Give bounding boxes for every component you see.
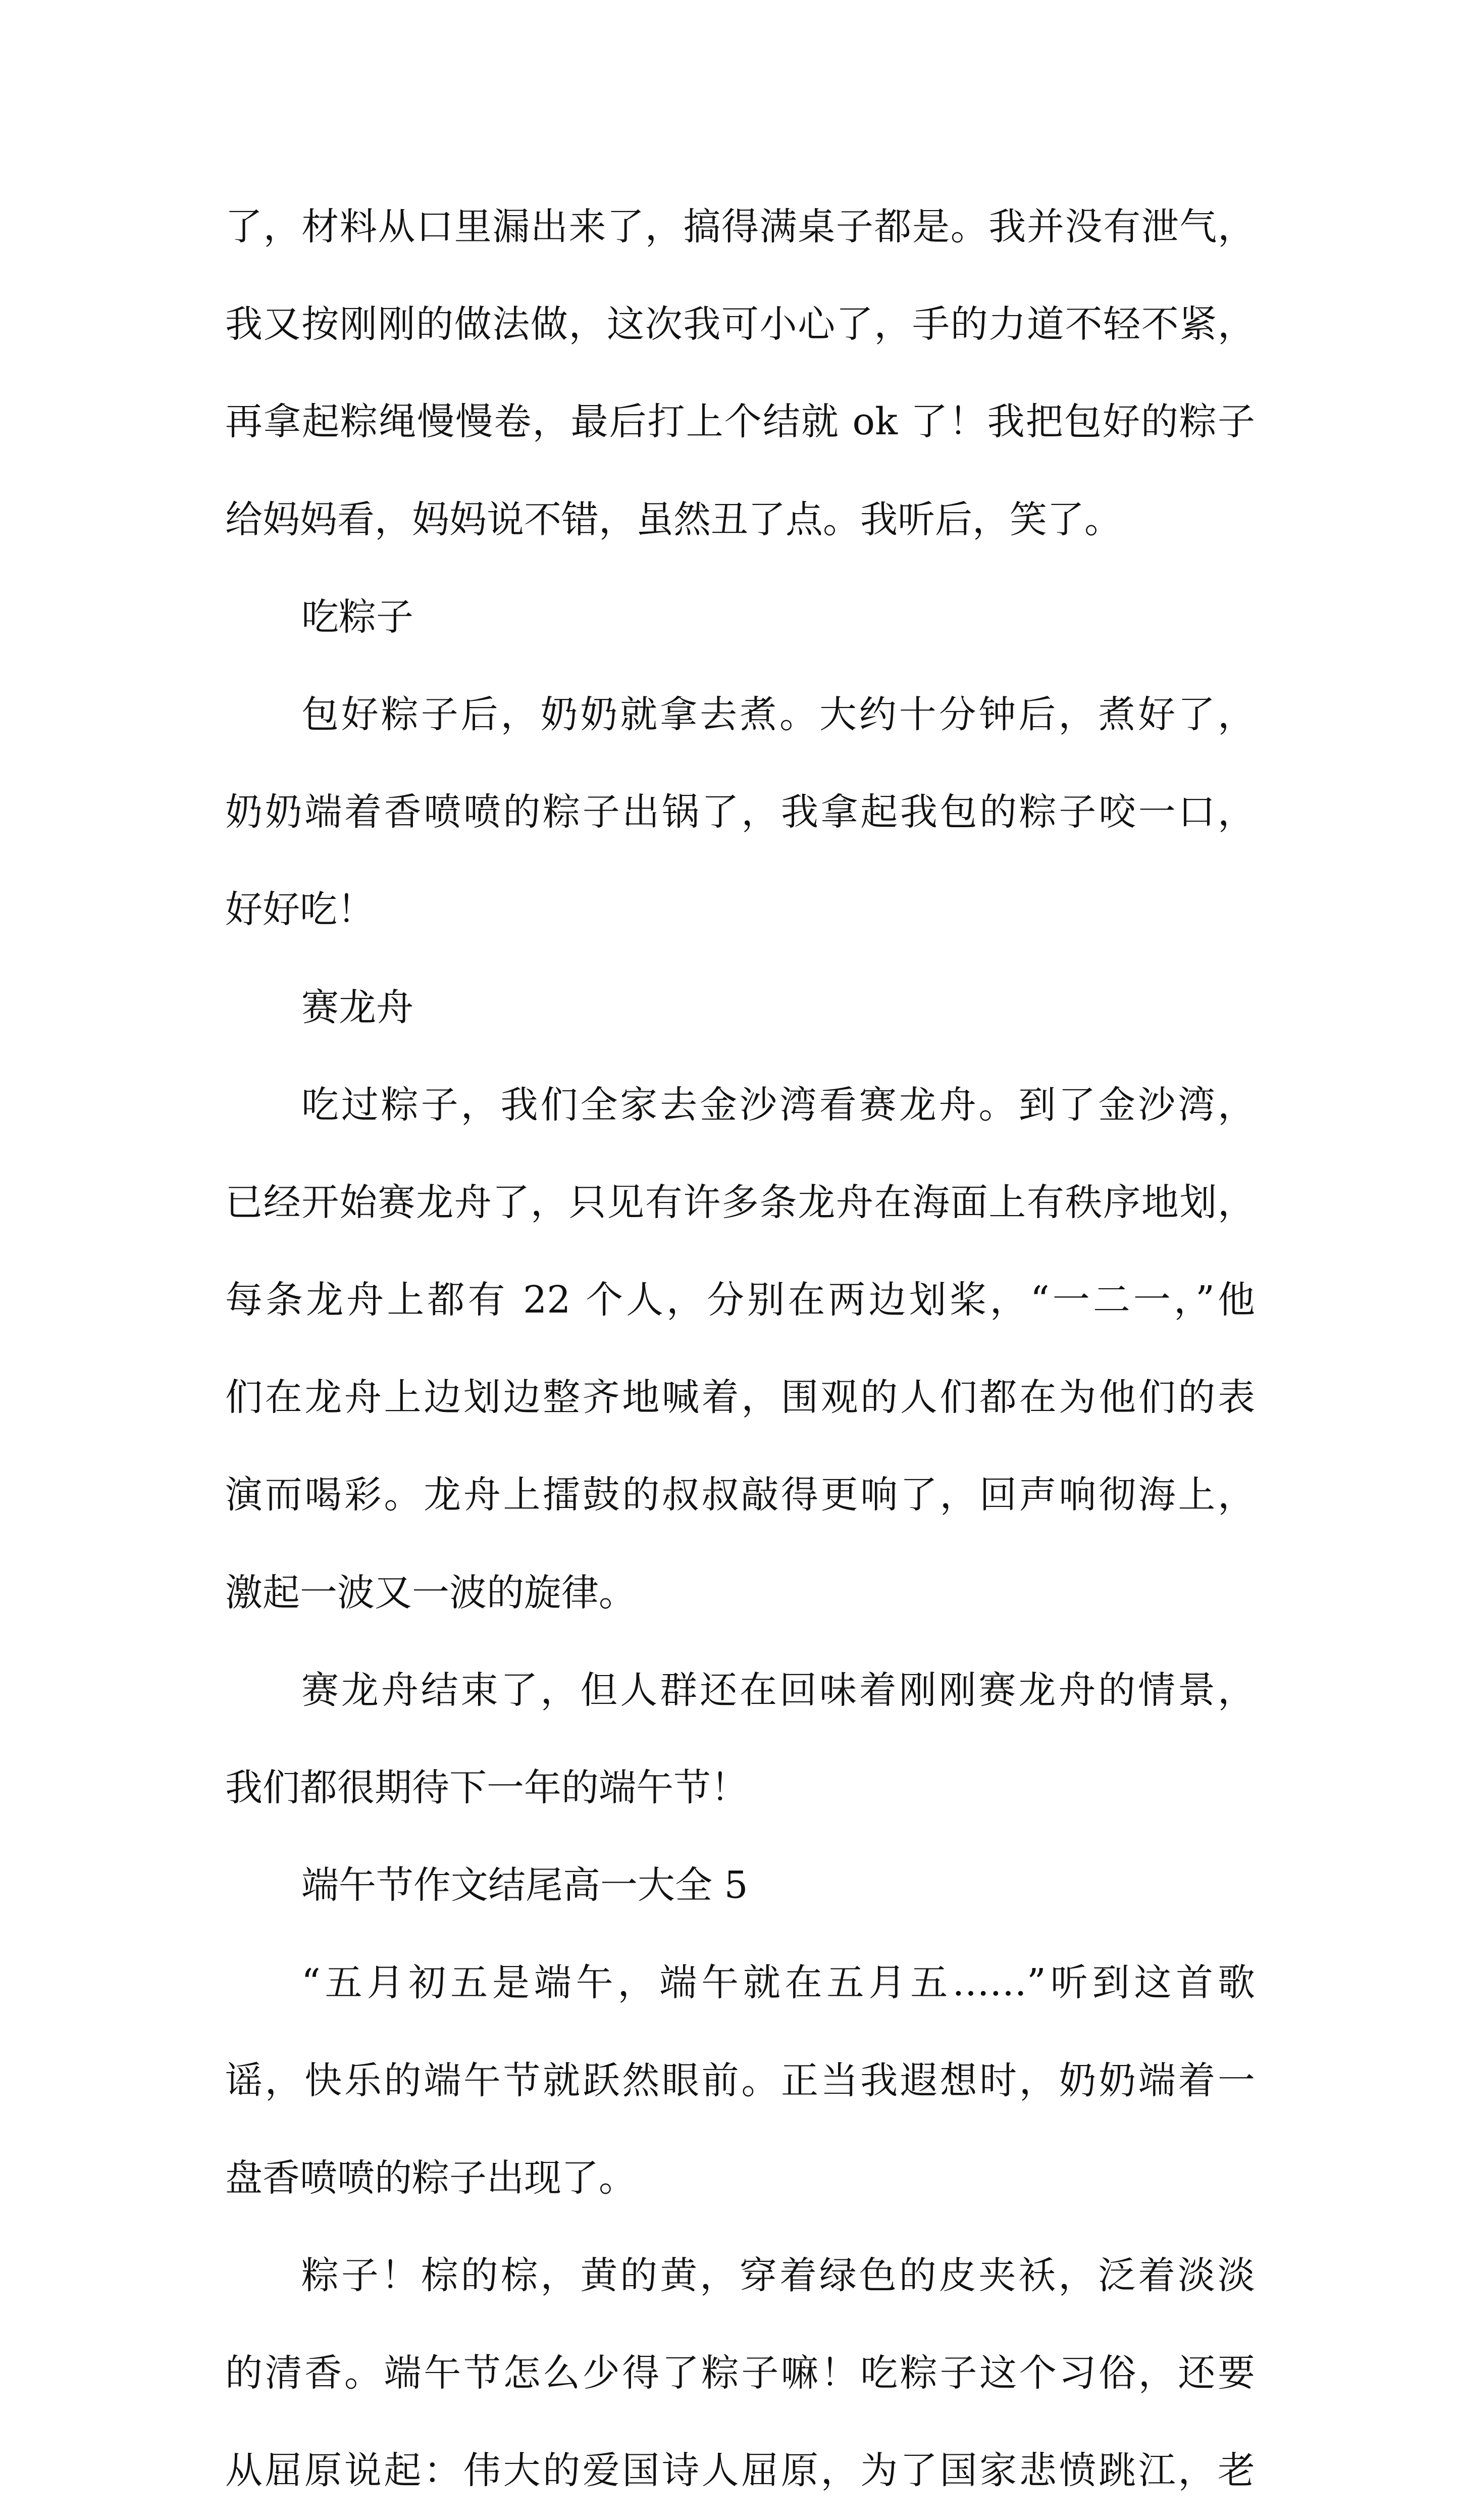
text-line: 每条龙舟上都有 22 个人，分别在两边划桨，“一二一，”他 <box>225 1278 1255 1322</box>
text-line: 从屈原说起：伟大的爱国诗人屈原，为了国家悲愤跳江，老 <box>225 2449 1255 2493</box>
text-line: 好好吃！ <box>225 888 375 932</box>
text-line: 了，材料从口里漏出来了，搞得满桌子都是。我并没有泄气， <box>225 205 1255 248</box>
body-text <box>225 178 1255 2520</box>
section-heading-eat-zongzi: 吃粽子 <box>301 595 413 639</box>
text-line: 我又按刚刚的做法做，这次我可小心了，手的力道不轻不紧， <box>225 303 1255 346</box>
text-line: 包好粽子后，奶奶就拿去煮。大约十分钟后，煮好了， <box>301 692 1255 736</box>
section-heading-dragon-boat: 赛龙舟 <box>301 985 413 1029</box>
text-line: 已经开始赛龙舟了，只见有许多条龙舟在海面上有秩序地划， <box>225 1180 1255 1224</box>
essay-title: 端午节作文结尾高一大全 5 <box>301 1863 748 1907</box>
text-line: 再拿起粽绳慢慢卷，最后打上个结就 ok 了！我把包好的粽子 <box>225 400 1255 444</box>
text-line: 盘香喷喷的粽子出现了。 <box>225 2156 636 2200</box>
text-line: 们在龙舟上边划边整齐地喊着，围观的人们都在为他们的表 <box>225 1376 1255 1420</box>
text-line: “五月初五是端午，端午就在五月五……”听到这首歌 <box>301 1961 1255 2005</box>
text-line: 吃过粽子，我们全家去金沙湾看赛龙舟。到了金沙湾， <box>301 1083 1255 1127</box>
text-line: 我们都很期待下一年的端午节！ <box>225 1766 748 1809</box>
text-line: 给妈妈看，妈妈说不错，虽然丑了点。我听后，笑了。 <box>225 497 1122 541</box>
text-line: 谣，快乐的端午节就跃然眼前。正当我遐想时，奶奶端着一 <box>225 2058 1255 2102</box>
text-line: 的清香。端午节怎么少得了粽子嘛！吃粽子这个习俗，还要 <box>225 2351 1255 2395</box>
text-line: 演而喝彩。龙舟上擂鼓的叔叔敲得更响了，回声响彻海上， <box>225 1473 1255 1517</box>
text-line: 奶奶端着香喷喷的粽子出锅了，我拿起我包的粽子咬一口， <box>225 790 1255 834</box>
text-line: 激起一波又一波的旋律。 <box>225 1571 636 1615</box>
text-line: 粽子！棕的棕，黄的黄，穿着绿色的皮夹袄，泛着淡淡 <box>301 2253 1255 2297</box>
text-line: 赛龙舟结束了，但人群还在回味着刚刚赛龙舟的情景， <box>301 1668 1255 1712</box>
